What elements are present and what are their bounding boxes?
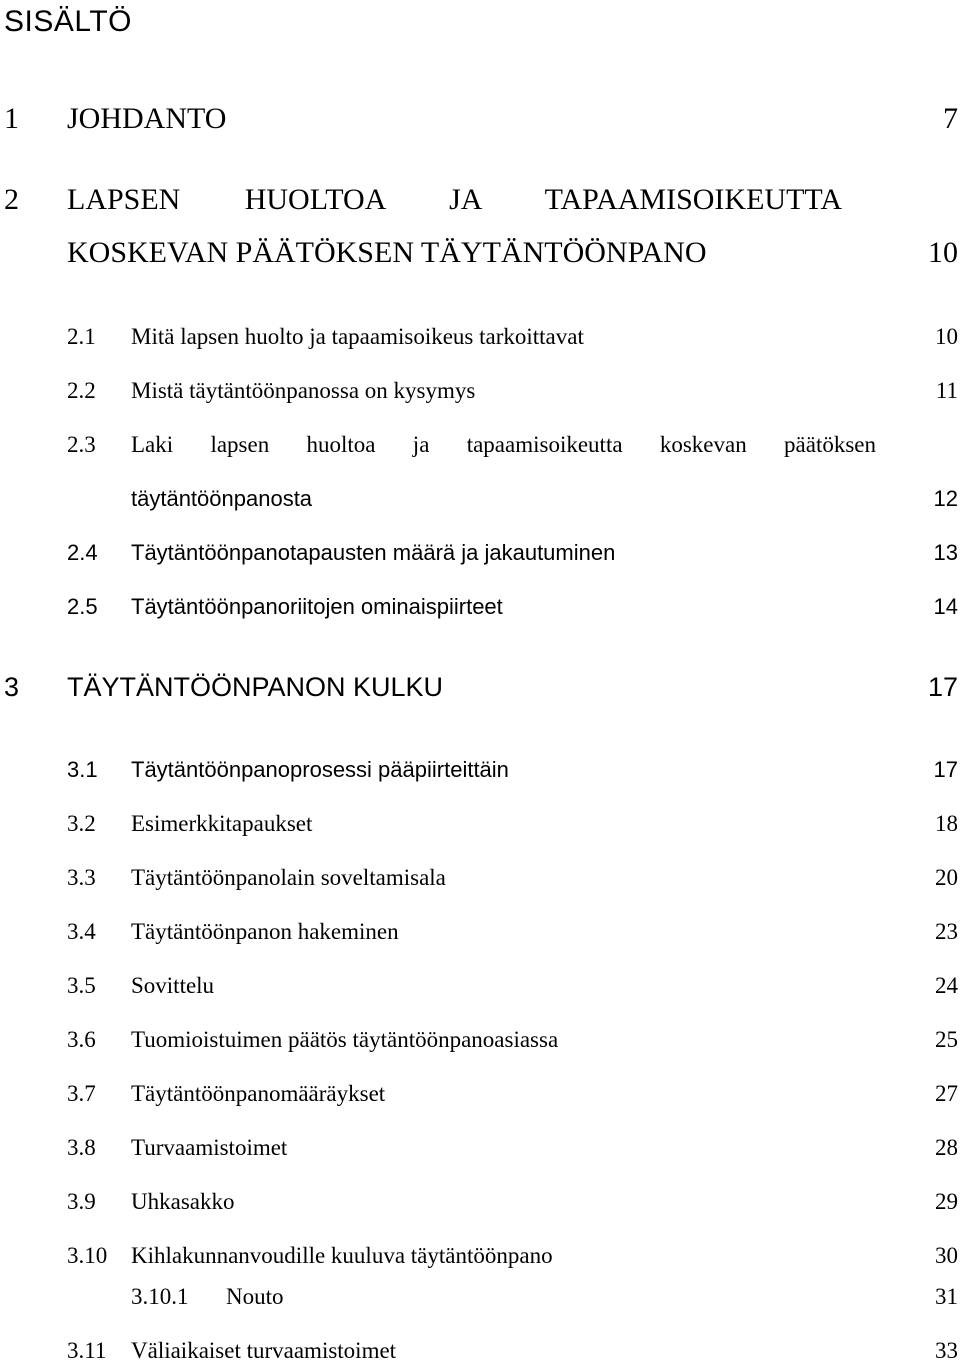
toc-page-number: 12: [933, 486, 958, 511]
toc-entry-3-10-1[interactable]: [0, 1277, 960, 1317]
toc-page-number: 27: [935, 1081, 958, 1106]
toc-entry-1[interactable]: [0, 99, 960, 139]
toc-number: 2.5: [67, 594, 98, 619]
toc-title: LAPSEN HUOLTOA JA TAPAAMISOIKEUTTA: [67, 183, 842, 216]
toc-page-number: 33: [935, 1338, 958, 1363]
toc-number: 3.2: [67, 811, 96, 836]
toc-entry-2-1[interactable]: [0, 317, 960, 357]
toc-number: 3.6: [67, 1027, 96, 1052]
toc-page-number: 28: [935, 1135, 958, 1160]
toc-entry-2[interactable]: [0, 180, 960, 220]
toc-page-number: 13: [933, 540, 958, 565]
toc-page-number: 18: [935, 811, 958, 836]
toc-entry-2-2[interactable]: [0, 371, 960, 411]
toc-page-number: 24: [935, 973, 958, 998]
toc-title: Täytäntöönpanon hakeminen: [131, 919, 399, 944]
toc-entry-3-3[interactable]: [0, 858, 960, 898]
toc-title: Mistä täytäntöönpanossa on kysymys: [131, 378, 476, 403]
toc-title: Tuomioistuimen päätös täytäntöönpanoasiassa: [131, 1027, 559, 1052]
toc-title: Nouto: [226, 1284, 284, 1309]
toc-title: Täytäntöönpanoprosessi pääpiirteittäin: [131, 757, 509, 782]
toc-number: 3.8: [67, 1135, 96, 1160]
toc-title: Kihlakunnanvoudille kuuluva täytäntöönpano: [131, 1243, 553, 1268]
toc-entry-2-continued[interactable]: [0, 233, 960, 273]
toc-title: Sovittelu: [131, 973, 215, 998]
toc-entry-2-3[interactable]: [0, 425, 960, 465]
toc-title: Laki lapsen huoltoa ja tapaamisoikeutta koskevan päätöksen: [131, 432, 876, 457]
toc-entry-3-8[interactable]: [0, 1128, 960, 1168]
toc-number: 2.2: [67, 378, 96, 403]
toc-title: Uhkasakko: [131, 1189, 235, 1214]
toc-entry-3-1[interactable]: [0, 750, 960, 790]
toc-title: JOHDANTO: [67, 102, 227, 135]
toc-number: 1: [4, 102, 19, 135]
toc-entry-2-3-continued[interactable]: [0, 479, 960, 519]
toc-page-number: 20: [935, 865, 958, 890]
toc-number: 2.4: [67, 540, 98, 565]
toc-number: 3.10.1: [131, 1284, 189, 1309]
toc-title: TÄYTÄNTÖÖNPANON KULKU: [67, 672, 444, 702]
toc-page-number: 17: [933, 757, 958, 782]
toc-page-number: 10: [935, 324, 958, 349]
toc-entry-3-5[interactable]: [0, 966, 960, 1006]
toc-page-number: 30: [935, 1243, 958, 1268]
toc-number: 3: [4, 672, 20, 702]
toc-page-number: 31: [935, 1284, 958, 1309]
toc-page-number: 11: [935, 378, 958, 403]
toc-entry-3-7[interactable]: [0, 1074, 960, 1114]
toc-page-number: 7: [943, 102, 958, 135]
toc-entry-3-2[interactable]: [0, 804, 960, 844]
toc-title: täytäntöönpanosta: [131, 486, 313, 511]
toc-number: 3.10: [67, 1243, 108, 1268]
toc-entry-3-11[interactable]: [0, 1331, 960, 1371]
toc-number: 2.3: [67, 432, 96, 457]
toc-entry-3-9[interactable]: [0, 1182, 960, 1222]
toc-entry-3-4[interactable]: [0, 912, 960, 952]
toc-title: Mitä lapsen huolto ja tapaamisoikeus tarkoittavat: [131, 324, 584, 349]
page-title: SISÄLTÖ: [4, 5, 132, 38]
toc-title: Täytäntöönpanoriitojen ominaispiirteet: [131, 594, 503, 619]
toc-page-number: 10: [928, 236, 958, 269]
toc-number: 3.11: [67, 1338, 107, 1363]
toc-page-number: 14: [933, 594, 958, 619]
toc-title: Täytäntöönpanomääräykset: [131, 1081, 386, 1106]
toc-number: 3.7: [67, 1081, 96, 1106]
toc-title: Väliaikaiset turvaamistoimet: [131, 1338, 397, 1363]
toc-number: 3.3: [67, 865, 96, 890]
toc-title: KOSKEVAN PÄÄTÖKSEN TÄYTÄNTÖÖNPANO: [67, 236, 707, 269]
toc-number: 3.1: [67, 757, 98, 782]
toc-number: 3.4: [67, 919, 96, 944]
toc-entry-3-6[interactable]: [0, 1020, 960, 1060]
toc-page-number: 23: [935, 919, 958, 944]
toc-number: 3.9: [67, 1189, 96, 1214]
toc-entry-3[interactable]: [0, 667, 960, 707]
toc-title: Turvaamistoimet: [131, 1135, 288, 1160]
toc-entry-3-10[interactable]: [0, 1236, 960, 1276]
toc-number: 2.1: [67, 324, 96, 349]
toc-title: Täytäntöönpanolain soveltamisala: [131, 865, 446, 890]
toc-entry-2-4[interactable]: [0, 533, 960, 573]
toc-page-number: 25: [935, 1027, 958, 1052]
toc-title: Täytäntöönpanotapausten määrä ja jakautuminen: [131, 540, 616, 565]
toc-title: Esimerkkitapaukset: [131, 811, 313, 836]
toc-number: 3.5: [67, 973, 96, 998]
toc-page-number: 17: [927, 672, 958, 702]
toc-entry-2-5[interactable]: [0, 587, 960, 627]
toc-number: 2: [4, 183, 19, 216]
toc-page-number: 29: [935, 1189, 958, 1214]
